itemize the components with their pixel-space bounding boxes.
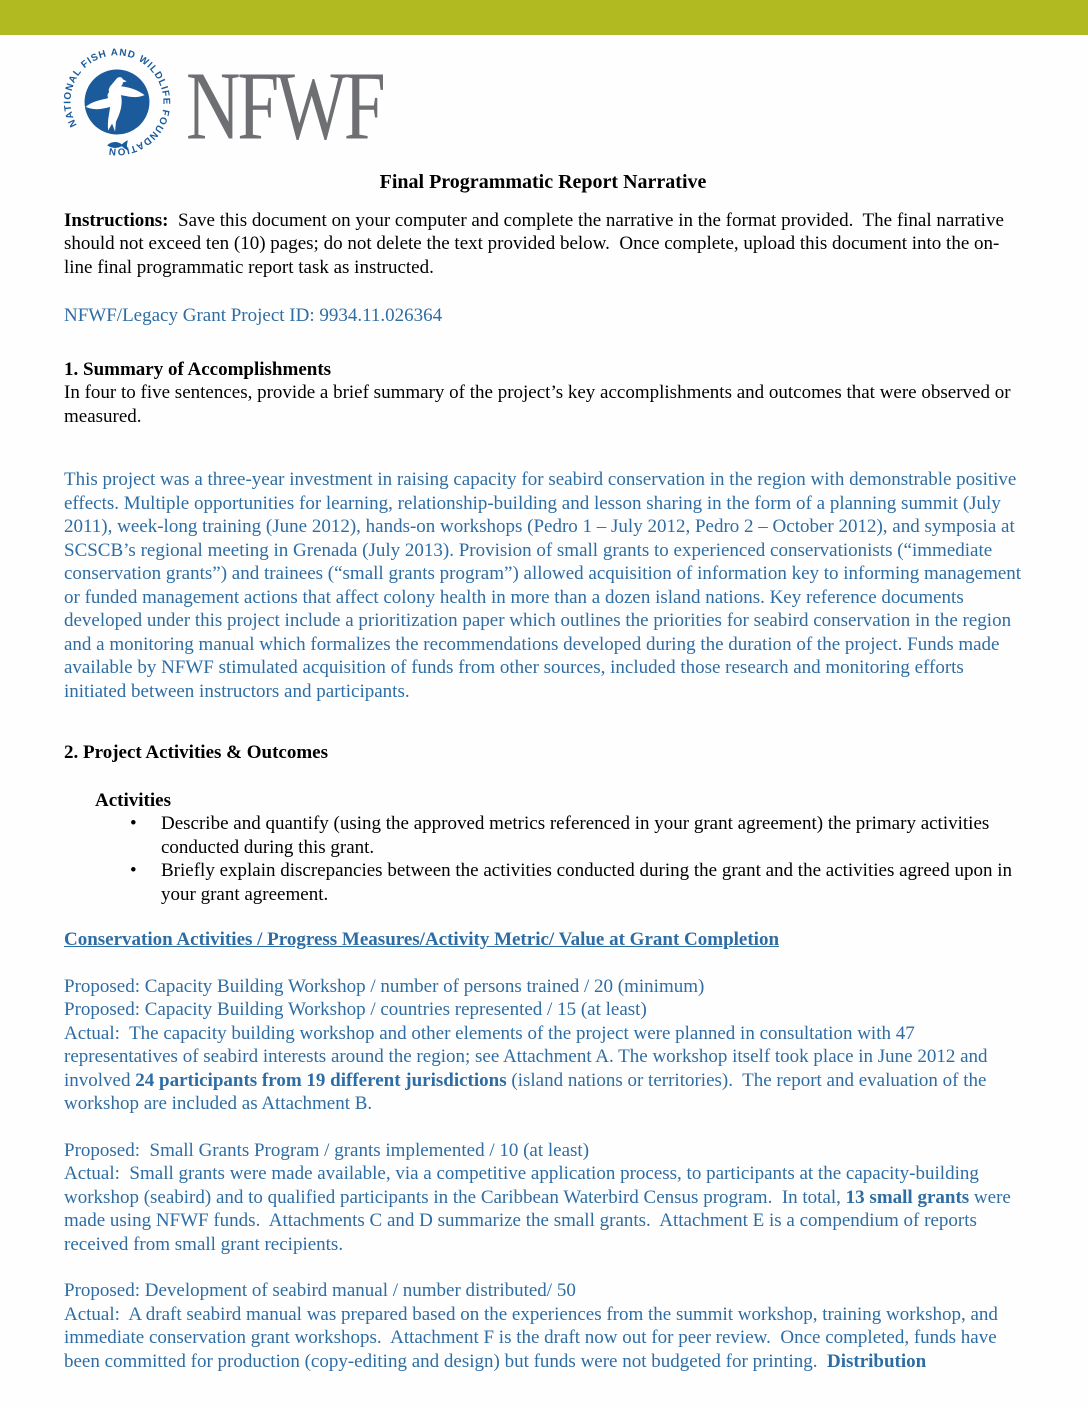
actual-highlight: Distribution (826, 1350, 927, 1372)
actual-text: Actual: Small grants were made available, via a competitive application process, to participants at the capacity-building workshop (seabird) and to qualified participants in the Caribbean Waterbird Census program. In total, (64, 1163, 984, 1208)
proposed-line: Proposed: Small Grants Program / grants implemented / 10 (at least) (64, 1139, 590, 1161)
summary-response: This project was a three-year investment in raising capacity for seabird conservation in the region with demonstrable positive effects. Multiple opportunities for learning, relationship-building and lesson sharing in the form of a planning summit (July 2011), week-long training (June 2012), hands-on workshops (Pedro 1 – July 2012, Pedro 2 – October 2012), and symposia at SCSCB’s regional meeting in Grenada (July 2013). Provision of small grants to experienced conservationists (“immediate conservation grants”) and trainees (“small grants program”) allowed acquisition of information key to informing management or funded management actions that affect colony health in more than a dozen island nations. Key reference documents developed under this project include a prioritization paper which outlines the priorities for seabird conservation in the region and a monitoring manual which formalizes the recommendations developed during the duration of the project. Funds made available by NFWF stimulated acquisition of funds from other sources, included those research and monitoring efforts initiated between instructors and participants. (64, 469, 1026, 702)
activities-bullet-item (130, 859, 1022, 906)
summary-prompt: In four to five sentences, provide a brief summary of the project’s key accomplishments and outcomes that were observed or measured. (64, 382, 1016, 427)
proposed-line: Proposed: Capacity Building Workshop / number of persons trained / 20 (minimum) (64, 975, 705, 997)
actual-text: were made using NFWF funds. Attachments C and D summarize the small grants. Attachment E is a compendium of reports received from small grant recipients. (64, 1186, 1016, 1255)
bullet-text: Describe and quantify (using the approved metrics referenced in your grant agreement) the primary activities conducted during this grant. (161, 813, 995, 858)
instructions-label: Instructions: (64, 209, 169, 231)
summary-heading: 1. Summary of Accomplishments (64, 358, 332, 380)
actual-paragraph (64, 1162, 1022, 1256)
actual-paragraph (64, 1303, 1022, 1374)
actual-paragraph (64, 1022, 1022, 1116)
conservation-heading: Conservation Activities / Progress Measures/Activity Metric/ Value at Grant Completion (64, 929, 780, 950)
actual-text: Actual: A draft seabird manual was prepared based on the experiences from the summit workshop, training workshop, and immediate conservation grant workshops. Attachment F is the draft now out for peer review. Once completed, funds have been committed for production (copy-editing and design) but funds were not budgeted for printing. (64, 1303, 1003, 1372)
actual-highlight: 13 small grants (845, 1186, 970, 1208)
nfwf-logo (58, 43, 1088, 165)
top-accent-bar (0, 0, 1088, 35)
page-title: Final Programmatic Report Narrative (379, 171, 707, 193)
project-id: NFWF/Legacy Grant Project ID: 9934.11.026364 (64, 305, 443, 326)
metric-block-capacity-workshop (64, 975, 1022, 1116)
proposed-line: Proposed: Capacity Building Workshop / countries represented / 15 (at least) (64, 999, 647, 1020)
actual-text: (island nations or territories). The report and evaluation of the workshop are included as Attachment B. (64, 1069, 992, 1114)
activities-subheading: Activities (95, 789, 171, 811)
proposed-line: Proposed: Development of seabird manual / number distributed/ 50 (64, 1280, 576, 1301)
activities-bullet-item (130, 812, 1022, 859)
actual-highlight: 24 participants from 19 different jurisdictions (135, 1069, 507, 1091)
nfwf-wordmark: NFWF (186, 51, 383, 160)
metric-block-seabird-manual (64, 1279, 1022, 1373)
document-body (0, 171, 1088, 1373)
bullet-text: Briefly explain discrepancies between the activities conducted during the grant and the activities agreed upon in your grant agreement. (161, 860, 1017, 905)
activities-heading: 2. Project Activities & Outcomes (64, 742, 328, 763)
instructions-text: Save this document on your computer and complete the narrative in the format provided. The final narrative should not exceed ten (10) pages; do not delete the text provided below. Once complete, upload this document into the on-line final programmatic report task as instructed. (64, 209, 1009, 278)
bullet-icon: • (130, 860, 137, 881)
metric-block-small-grants (64, 1139, 1022, 1257)
bullet-icon: • (130, 813, 137, 834)
seal-ring-text: NATIONAL FISH AND WILDLIFE FOUNDATION (62, 47, 172, 157)
nfwf-seal-icon (58, 43, 176, 161)
instructions-paragraph (64, 209, 1022, 280)
actual-text: Actual: The capacity building workshop and other elements of the project were planned in consultation with 47 representatives of seabird interests around the region; see Attachment A. The workshop itself took place in June 2012 and involved (64, 1022, 993, 1091)
